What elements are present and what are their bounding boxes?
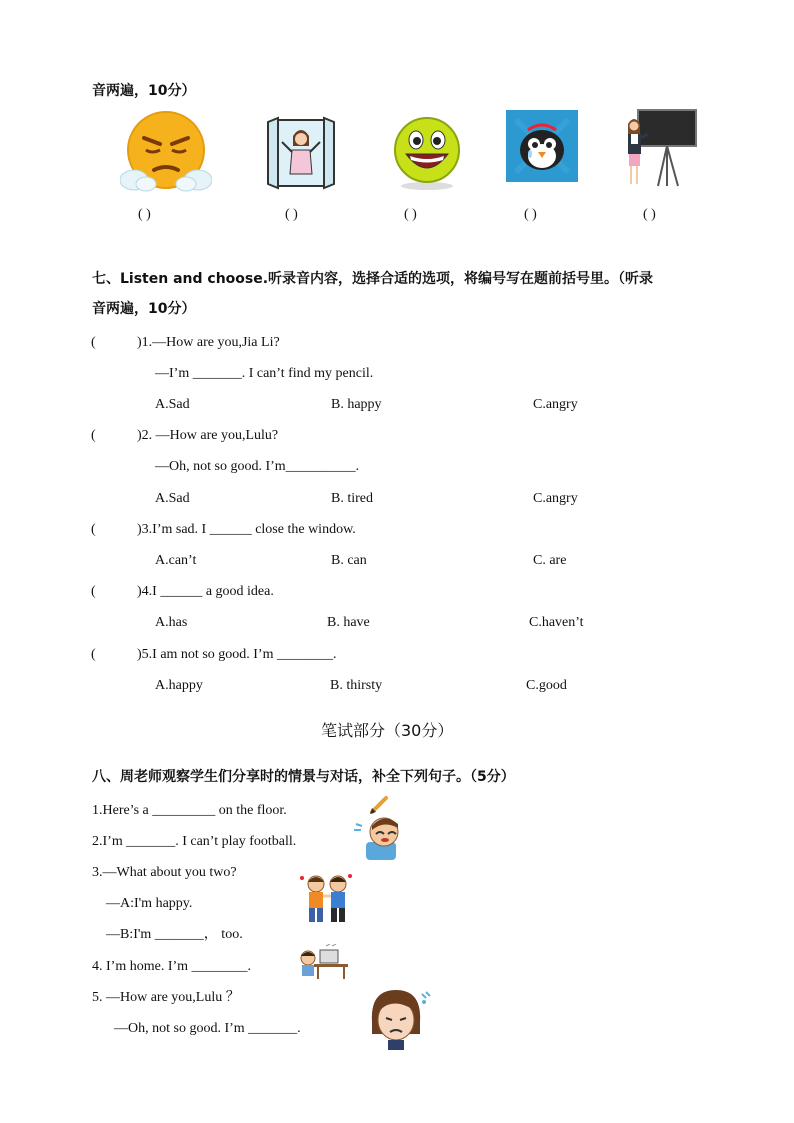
happy-face-icon: [388, 112, 466, 192]
picture-blank-2[interactable]: ( ): [285, 207, 298, 222]
sentence-3b: —B:I'm _______， too.: [106, 927, 243, 942]
question-5-text: )5.I am not so good. I’m ________.: [137, 647, 337, 662]
tired-boy-desk-icon: [296, 944, 350, 980]
written-part-title: 笔试部分（30分）: [321, 721, 454, 740]
question-2-line2: —Oh, not so good. I’m__________.: [155, 459, 360, 474]
sentence-4: 4. I’m home. I’m ________.: [92, 959, 252, 974]
question-1-line2: —I’m _______. I can’t find my pencil.: [155, 366, 374, 381]
option-a: A.happy: [155, 678, 203, 693]
option-a: A.Sad: [155, 397, 190, 412]
option-b: B. can: [331, 553, 367, 568]
picture-blank-4[interactable]: ( ): [524, 207, 537, 222]
option-b: B. happy: [331, 397, 382, 412]
sentence-2: 2.I’m _______. I can’t play football.: [92, 834, 297, 849]
happy-boys-icon: [296, 872, 356, 928]
picture-blank-3[interactable]: ( ): [404, 207, 417, 222]
section8-heading: 八、周老师观察学生们分享时的情景与对话，补全下列句子。（5分）: [92, 769, 515, 785]
option-c: C.angry: [533, 397, 578, 412]
answer-bracket-open[interactable]: (: [91, 584, 96, 599]
sentence-5: 5. —How are you,Lulu ？: [92, 990, 240, 1005]
question-3-text: )3.I’m sad. I ______ close the window.: [137, 522, 356, 537]
option-a: A.has: [155, 615, 188, 630]
answer-bracket-open[interactable]: (: [91, 522, 96, 537]
answer-bracket-open[interactable]: (: [91, 647, 96, 662]
option-b: B. tired: [331, 491, 373, 506]
section7-heading-line2: 音两遍，10分）: [92, 301, 196, 317]
answer-bracket-open[interactable]: (: [91, 335, 96, 350]
picture-blank-1[interactable]: ( ): [138, 207, 151, 222]
question-4-text: )4.I ______ a good idea.: [137, 584, 274, 599]
option-b: B. have: [327, 615, 370, 630]
sentence-3a: —A:I'm happy.: [106, 896, 193, 911]
answer-bracket-open[interactable]: (: [91, 428, 96, 443]
option-c: C.angry: [533, 491, 578, 506]
angry-face-icon: [120, 110, 212, 194]
sentence-5b: —Oh, not so good. I’m _______.: [114, 1021, 301, 1036]
question-1-text: )1.—How are you,Jia Li?: [137, 335, 280, 350]
girl-window-icon: [266, 112, 336, 190]
crying-boy-pencil-icon: [352, 794, 414, 864]
option-a: A.can’t: [155, 553, 197, 568]
sad-girl-icon: [362, 986, 434, 1050]
sentence-1: 1.Here’s a _________ on the floor.: [92, 803, 287, 818]
sentence-3: 3.—What about you two?: [92, 865, 237, 880]
option-a: A.Sad: [155, 491, 190, 506]
question-2-text: )2. —How are you,Lulu?: [137, 428, 279, 443]
sad-penguin-icon: [506, 110, 578, 182]
section7-heading-line1: 七、Listen and choose.听录音内容，选择合适的选项，将编号写在题前括号里。（听录: [92, 271, 654, 287]
picture-blank-5[interactable]: ( ): [643, 207, 656, 222]
top-heading-tail: 音两遍，10分）: [92, 83, 196, 99]
option-b: B. thirsty: [330, 678, 383, 693]
option-c: C.good: [526, 678, 567, 693]
teacher-board-icon: [622, 108, 700, 190]
option-c: C.haven’t: [529, 615, 584, 630]
option-c: C. are: [533, 553, 567, 568]
